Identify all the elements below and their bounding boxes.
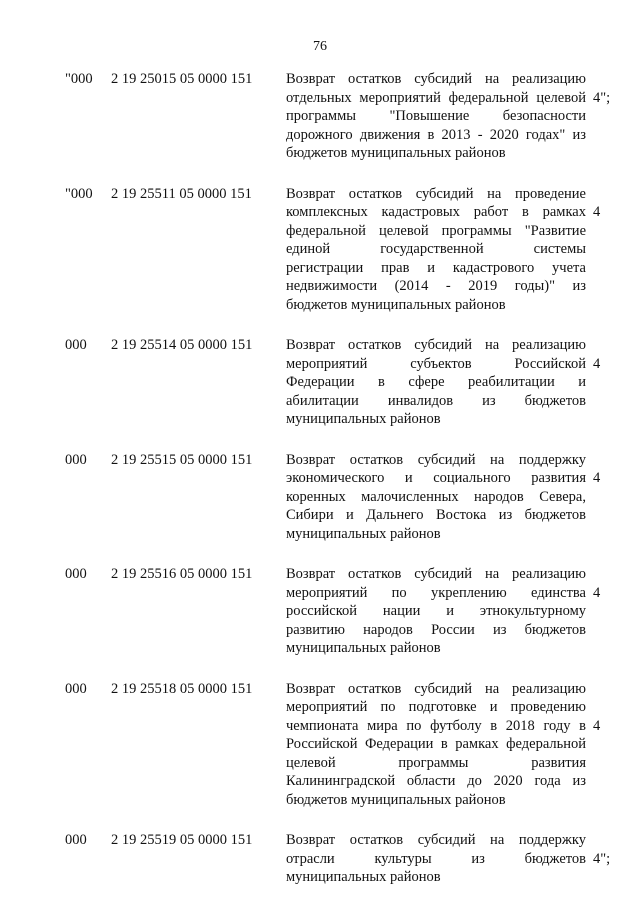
budget-classification-code: 2 19 25015 05 0000 151 [111, 71, 253, 87]
description-line: недвижимости (2014 - 2019 годы)" из [286, 278, 586, 294]
budget-classification-code: 2 19 25515 05 0000 151 [111, 451, 253, 468]
description-line: мероприятий по подготовке и проведению [286, 699, 586, 715]
admin-code: 000 [65, 566, 87, 582]
description-line: чемпионата мира по футболу в 2018 году в [286, 717, 586, 734]
admin-code: "000 [65, 71, 93, 87]
description-line: федеральной целевой программы "Развитие [286, 222, 586, 239]
income-description [286, 680, 586, 810]
description-line: мероприятий по укреплению единства [286, 584, 586, 601]
table-row [0, 185, 640, 337]
description-line: комплексных кадастровых работ в рамках [286, 204, 586, 220]
table-row [0, 565, 640, 680]
table-row [0, 70, 640, 185]
description-line: Возврат остатков субсидий на реализацию [286, 71, 586, 87]
description-line: дорожного движения в 2013 - 2020 годах" из [286, 126, 586, 143]
description-line: отрасли культуры из бюджетов [286, 850, 586, 867]
description-line: муниципальных районов [286, 525, 441, 542]
admin-code: 000 [65, 680, 87, 697]
description-line: муниципальных районов [286, 869, 441, 885]
description-line: единой государственной системы [286, 241, 586, 257]
description-line: Возврат остатков субсидий на реализацию [286, 566, 586, 582]
income-description [286, 336, 586, 429]
description-line: регистрации прав и кадастрового учета [286, 259, 586, 276]
description-line: абилитации инвалидов из бюджетов [286, 392, 586, 409]
description-line: Возврат остатков субсидий на реализацию [286, 680, 586, 697]
admin-code: 000 [65, 451, 87, 468]
income-description [286, 831, 586, 887]
description-line: программы "Повышение безопасности [286, 108, 586, 124]
description-line: коренных малочисленных народов Севера, [286, 488, 586, 505]
distribution-norm: 4 [593, 355, 601, 372]
description-line: российской нации и этнокультурному [286, 603, 586, 619]
description-line: Возврат остатков субсидий на поддержку [286, 832, 586, 848]
description-line: Сибири и Дальнего Востока из бюджетов [286, 507, 586, 523]
description-line: развитию народов России из бюджетов [286, 621, 586, 638]
distribution-norm: 4 [593, 584, 601, 601]
table-row [0, 451, 640, 566]
income-codes-table [0, 70, 640, 909]
description-line: экономического и социального развития [286, 470, 586, 486]
distribution-norm: 4 [593, 204, 601, 220]
description-line: муниципальных районов [286, 640, 441, 656]
budget-classification-code: 2 19 25519 05 0000 151 [111, 832, 253, 848]
description-line: бюджетов муниципальных районов [286, 145, 506, 161]
admin-code: 000 [65, 337, 87, 353]
income-description [286, 451, 586, 544]
description-line: Калининградской области до 2020 года из [286, 773, 586, 789]
distribution-norm: 4 [593, 470, 601, 486]
admin-code: "000 [65, 185, 93, 202]
income-description [286, 70, 586, 163]
budget-classification-code: 2 19 25516 05 0000 151 [111, 566, 253, 582]
budget-classification-code: 2 19 25511 05 0000 151 [111, 185, 252, 202]
description-line: бюджетов муниципальных районов [286, 296, 506, 313]
admin-code: 000 [65, 832, 87, 848]
description-line: Федерации в сфере реабилитации и [286, 374, 586, 390]
table-row [0, 680, 640, 832]
income-description [286, 565, 586, 658]
description-line: Возврат остатков субсидий на поддержку [286, 451, 586, 468]
description-line: Возврат остатков субсидий на реализацию [286, 337, 586, 353]
description-line: мероприятий субъектов Российской [286, 355, 586, 372]
description-line: муниципальных районов [286, 411, 441, 427]
page-number: 76 [313, 39, 327, 54]
table-row [0, 336, 640, 451]
distribution-norm: 4 [593, 717, 601, 734]
description-line: отдельных мероприятий федеральной целевой [286, 89, 586, 106]
budget-classification-code: 2 19 25518 05 0000 151 [111, 680, 253, 697]
income-description [286, 185, 586, 315]
table-row [0, 831, 640, 909]
description-line: целевой программы развития [286, 754, 586, 771]
distribution-norm: 4"; [593, 850, 611, 867]
description-line: бюджетов муниципальных районов [286, 791, 506, 808]
description-line: Российской Федерации в рамках федеральной [286, 736, 586, 752]
distribution-norm: 4"; [593, 89, 611, 106]
description-line: Возврат остатков субсидий на проведение [286, 185, 586, 202]
budget-classification-code: 2 19 25514 05 0000 151 [111, 337, 253, 353]
